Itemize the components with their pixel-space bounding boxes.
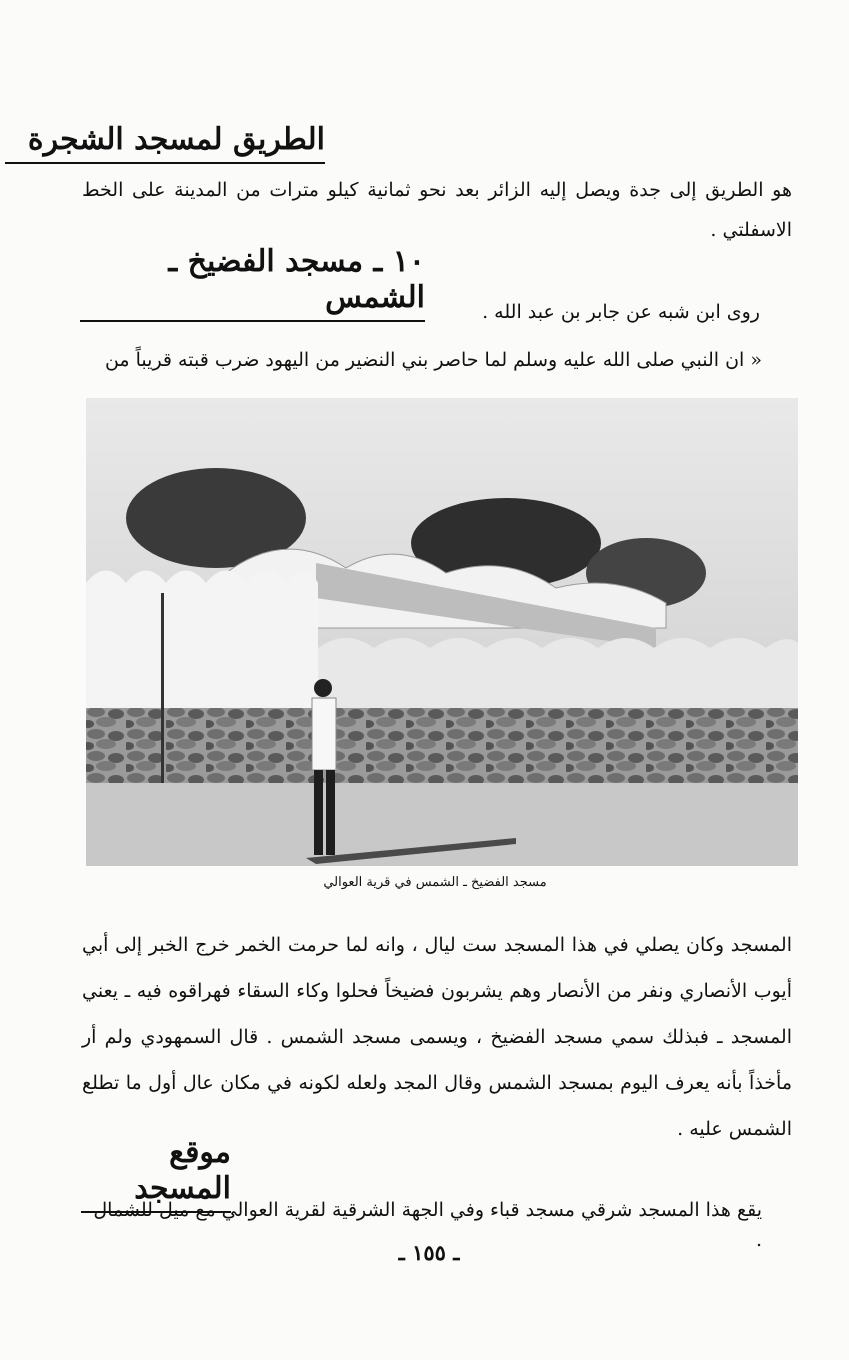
road-paragraph: هو الطريق إلى جدة ويصل إليه الزائر بعد نحو ثمانية كيلو مترات من المدينة على الخط الاسفلتي .	[82, 179, 792, 241]
narration-line: روى ابن شبه عن جابر بن عبد الله .	[482, 301, 760, 323]
page-number: ـ ١٥٥ ـ	[398, 1240, 460, 1265]
mosque-fadikh-heading: ١٠ ـ مسجد الفضيخ ـ الشمس	[80, 244, 425, 322]
location-heading: موقع المسجد	[81, 1135, 231, 1213]
fadikh-paragraph: المسجد وكان يصلي في هذا المسجد ست ليال ، وانه لما حرمت الخمر خرج الخبر إلى أبي أيوب الأنصاري ونفر من الأنصار وهم يشربون فضيخاً فحلوا وكاء السقاء فهراقوه فيه ـ يعني المسجد ـ فبذلك سمي مسجد الفضيخ ، ويسمى مسجد الشمس . قال السمهودي ولم أر مأخذاً بأنه يعرف اليوم بمسجد الشمس وقال المجد ولعله لكونه في مكان عال أول ما تطلع الشمس عليه .	[82, 934, 792, 1140]
photo-caption: مسجد الفضيخ ـ الشمس في قرية العوالي	[323, 875, 547, 890]
mosque-photo	[86, 398, 798, 866]
quote-start-line: « ان النبي صلى الله عليه وسلم لما حاصر بني النضير من اليهود ضرب قبته قريباً من	[104, 349, 762, 371]
location-paragraph: يقع هذا المسجد شرقي مسجد قباء وفي الجهة الشرقية لقرية العوالي مع ميل للشمال .	[93, 1199, 762, 1251]
road-heading: الطريق لمسجد الشجرة	[5, 122, 325, 164]
